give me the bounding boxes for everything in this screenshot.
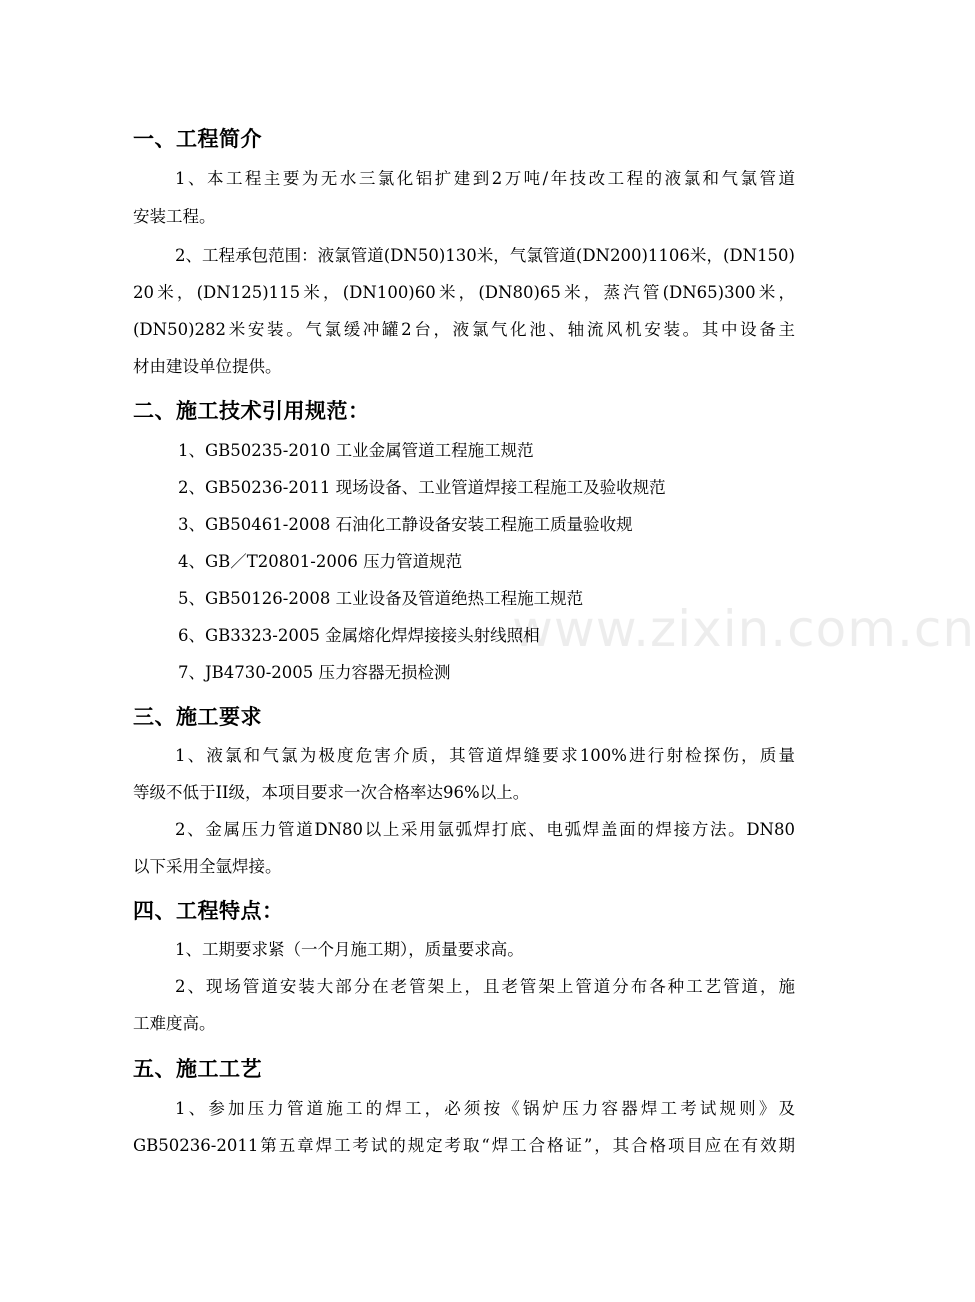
watermark: www.zixin.com.cn: [512, 600, 975, 658]
paragraph-line: 2、工程承包范围：液氯管道(DN50)130米，气氯管道(DN200)1106米，(DN150): [175, 246, 795, 265]
list-item: 6、GB3323-2005 金属熔化焊焊接接头射线照相: [178, 626, 540, 645]
paragraph-line: 等级不低于II级，本项目要求一次合格率达96%以上。: [133, 783, 530, 802]
paragraph-line: (DN50)282米安装。气氯缓冲罐2台，液氯气化池、轴流风机安装。其中设备主: [133, 320, 795, 339]
section-heading-3: 三、施工要求: [133, 705, 262, 729]
paragraph-line: GB50236-2011第五章焊工考试的规定考取“焊工合格证”，其合格项目应在有效期: [133, 1136, 795, 1155]
list-item: 2、GB50236-2011 现场设备、工业管道焊接工程施工及验收规范: [178, 478, 666, 497]
paragraph-line: 1、工期要求紧（一个月施工期），质量要求高。: [175, 940, 524, 959]
paragraph-line: 材由建设单位提供。: [133, 357, 282, 376]
list-item: 1、GB50235-2010 工业金属管道工程施工规范: [178, 441, 534, 460]
paragraph-line: 1、液氯和气氯为极度危害介质，其管道焊缝要求100%进行射检探伤，质量: [175, 746, 795, 765]
list-item: 5、GB50126-2008 工业设备及管道绝热工程施工规范: [178, 589, 584, 608]
section-heading-4: 四、工程特点：: [133, 899, 284, 923]
paragraph-line: 20米，(DN125)115米，(DN100)60米，(DN80)65米，蒸汽管(DN65)300米，: [133, 283, 795, 302]
list-item: 7、JB4730-2005 压力容器无损检测: [178, 663, 451, 682]
paragraph-line: 2、金属压力管道DN80以上采用氩弧焊打底、电弧焊盖面的焊接方法。DN80: [175, 820, 795, 839]
paragraph-line: 1、参加压力管道施工的焊工，必须按《锅炉压力容器焊工考试规则》及: [175, 1099, 795, 1118]
paragraph-line: 2、现场管道安装大部分在老管架上，且老管架上管道分布各种工艺管道，施: [175, 977, 795, 996]
section-heading-5: 五、施工工艺: [133, 1057, 262, 1081]
paragraph-line: 以下采用全氩焊接。: [133, 857, 282, 876]
list-item: 4、GB／T20801-2006 压力管道规范: [178, 552, 463, 571]
section-heading-2: 二、施工技术引用规范：: [133, 399, 370, 423]
paragraph-line: 安装工程。: [133, 207, 216, 226]
section-heading-1: 一、工程简介: [133, 127, 262, 151]
list-item: 3、GB50461-2008 石油化工静设备安装工程施工质量验收规: [178, 515, 633, 534]
paragraph-line: 1、本工程主要为无水三氯化铝扩建到2万吨/年技改工程的液氯和气氯管道: [175, 169, 795, 188]
paragraph-line: 工难度高。: [133, 1014, 216, 1033]
